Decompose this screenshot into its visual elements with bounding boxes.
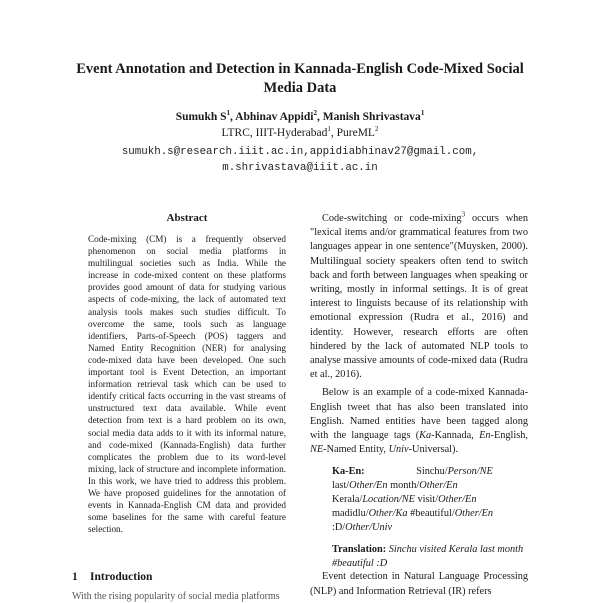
- footnote-mark: 3: [461, 210, 466, 219]
- section-heading-introduction: [72, 571, 152, 583]
- paragraph-code-switching: [310, 212, 528, 382]
- lang-tag: En: [479, 430, 491, 442]
- intro-first-line: With the rising popularity of social media platforms: [72, 591, 280, 602]
- author-list: Sumukh $S^1$, Abhinav Appidi$^2$, Manish Shrivastava$^1$: [175, 109, 425, 123]
- section-title: Introduction: [90, 571, 153, 583]
- translation-label: Translation:: [332, 544, 387, 556]
- token-tag: Other/En: [349, 480, 388, 492]
- para-text: -Named Entity,: [323, 444, 389, 456]
- para-text: Below is an example of a code-mixed Kannada-English tweet that has also been translated into English. Named entities have been tagged along with the language tags (: [310, 387, 528, 442]
- affiliation: LTRC, IIIT-Hyderabad: [221, 127, 328, 139]
- token-word: #beautiful/: [407, 508, 455, 520]
- token-tag: Person/NE: [447, 466, 493, 478]
- section-number: 1: [72, 571, 78, 583]
- author-sup: 2: [313, 109, 317, 118]
- paragraph-example-intro: [310, 386, 528, 457]
- affiliation-sup: 2: [374, 125, 379, 134]
- example-tweet: [332, 465, 524, 535]
- email-line: sumukh.s@research.iiit.ac.in,appidiabhinav27@gmail.com,: [121, 146, 479, 158]
- paper-title: Event Annotation and Detection in Kannada-English Code-Mixed Social Media Data: [76, 61, 524, 96]
- abstract-heading: Abstract: [166, 212, 208, 224]
- lang-tag: Univ: [388, 444, 409, 456]
- token-tag: Other/En: [438, 494, 477, 506]
- lang-tag: Ka: [419, 430, 432, 442]
- example-label: Ka-En:: [332, 466, 365, 478]
- para-text: Code-switching or code-mixing: [322, 213, 462, 224]
- token-word: last/: [332, 480, 350, 492]
- token-tag: Location/NE: [362, 494, 415, 506]
- email-line: m.shrivastava@iiit.ac.in: [222, 162, 378, 174]
- paragraph-event-detection: Event detection in Natural Language Processing (NLP) and Information Retrieval (IR) refers: [310, 571, 528, 597]
- left-column: [88, 212, 286, 535]
- token-word: :D/: [332, 522, 346, 534]
- token-tag: Other/En: [454, 508, 494, 520]
- translation-text: Sinchu visited Kerala last month #beautiful :D: [332, 544, 524, 569]
- para-text: -English,: [490, 430, 528, 442]
- token-word: Sinchu/: [416, 466, 448, 478]
- token-word: month/: [387, 480, 420, 492]
- right-column: [310, 212, 528, 599]
- token-tag: Other/Univ: [345, 522, 393, 534]
- author-sup: 1: [226, 109, 231, 118]
- abstract-text: Code-mixing (CM) is a frequently observed phenomenon on social media platforms in multilingual societies such as India. While the increase in code-mixed content on these platforms provides good amount of data for studying various aspects of code-mixing, the lack of automated text analysis tools makes such studies difficult. To overcome the same, tools such as language identifiers, Parts-of-Speech (POS) taggers and Named Entity Recognition (NER) for analysing code-mixed data have been developed. One such important tool is Event Detection, an important information retrieval task which can be used to identify critical facts occurring in the vast streams of unstructured text data available. While event detection from text is a hard problem on its own, social media data adds to it with its informal nature, and code-mixed (Kannada-English) data further complicates the problem due to its word-level mixing, lack of structure and incomplete information. In this work, we have tried to address this problem. We have proposed guidelines for the annotation of events in Kannada-English CM data and provided some baselines for the same with careful feature selection.: [88, 234, 286, 535]
- para-text: -Kannada,: [431, 430, 480, 442]
- affiliation-sup: 1: [327, 125, 331, 134]
- token-word: Kerala/: [332, 494, 363, 506]
- token-tag: Other/Ka: [368, 508, 408, 520]
- example-translation: [332, 543, 524, 570]
- email-block: [40, 144, 560, 176]
- author-name: Abhinav Appidi: [235, 111, 314, 123]
- author-sup: 1: [420, 109, 425, 118]
- token-word: madidlu/: [332, 508, 369, 520]
- para-text: -Universal).: [408, 444, 459, 456]
- affiliations: LTRC, IIIT-Hyderabad$^1$, PureML$^2$: [221, 125, 379, 139]
- author-name: Sumukh S: [175, 111, 227, 123]
- author-name: Manish Shrivastava: [322, 111, 421, 123]
- token-word: visit/: [414, 494, 439, 506]
- affiliation: PureML: [336, 127, 375, 139]
- para-text: occurs when "lexical items and/or grammatical features from two languages appear in one sentence"(Muysken, 2000). Multilingual society speakers often tend to switch back and forth between languages when speaking or writing, mostly in informal settings. It is of great interest to linguists because of its relationship with emotional expression (Rudra et al., 2016) and identity. However, research efforts are often hindered by the lack of automated NLP tools to analyse massive amounts of code-mixed data (Rudra et al., 2016).: [310, 213, 528, 381]
- token-tag: Other/En: [419, 480, 458, 492]
- lang-tag: NE: [310, 444, 324, 456]
